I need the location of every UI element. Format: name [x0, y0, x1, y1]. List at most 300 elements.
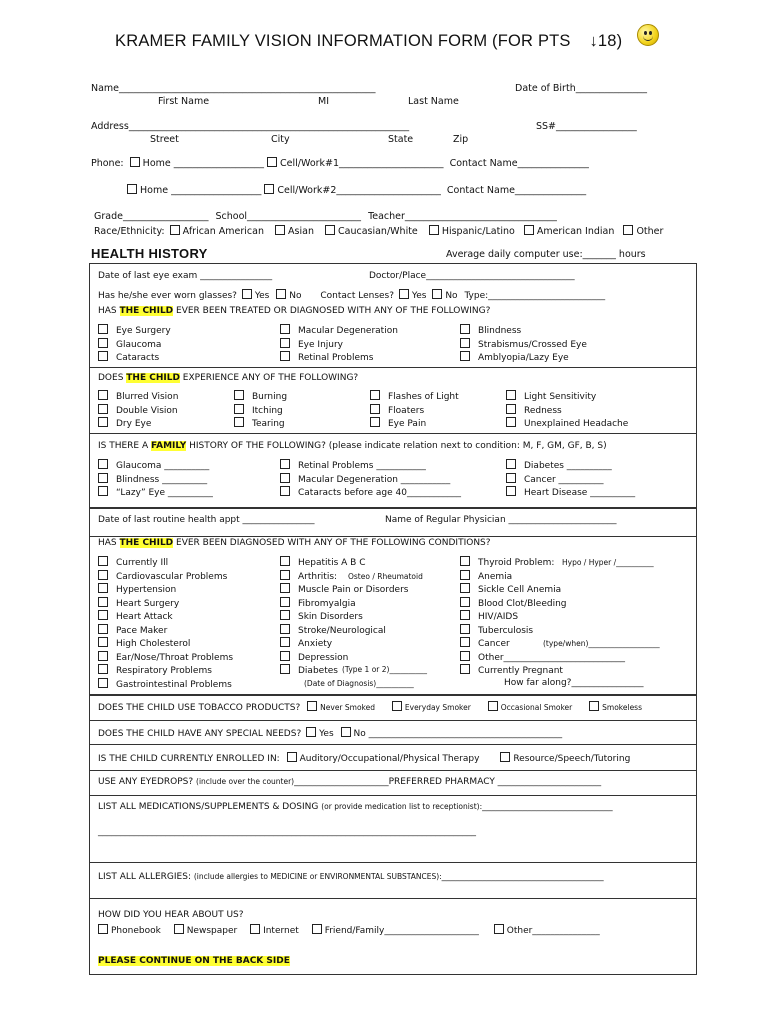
- family-history-label: Cataracts before age 40____________: [298, 488, 461, 498]
- family-history-item: [98, 459, 209, 471]
- therapy-label: Auditory/Occupational/Physical Therapy: [299, 754, 480, 764]
- condition-label: Currently Ill: [116, 558, 169, 568]
- special-needs-no-checkbox[interactable]: [341, 727, 351, 737]
- tobacco-label: DOES THE CHILD USE TOBACCO PRODUCTS?: [98, 703, 301, 713]
- condition-checkbox[interactable]: [460, 624, 470, 634]
- family-question: IS THERE A FAMILY HISTORY OF THE FOLLOWING? (please indicate relation next to condition: M, F, GM, GF, B, S): [98, 441, 607, 451]
- hear-about-label: HOW DID YOU HEAR ABOUT US?: [98, 910, 244, 920]
- diagnosis-date-field[interactable]: (Date of Diagnosis)__________: [304, 679, 414, 688]
- condition-checkbox[interactable]: [98, 597, 108, 607]
- condition-checkbox[interactable]: [98, 624, 108, 634]
- regular-physician-field[interactable]: Name of Regular Physician ________________________: [385, 515, 617, 525]
- yes-label: Yes: [254, 291, 270, 301]
- other-checkbox[interactable]: [494, 924, 504, 934]
- condition-item: [98, 597, 179, 609]
- experience-checkbox[interactable]: [98, 417, 108, 427]
- experience-checkbox[interactable]: [98, 390, 108, 400]
- friend-family-checkbox[interactable]: [312, 924, 322, 934]
- phonebook-checkbox[interactable]: [98, 924, 108, 934]
- experience-item: [506, 390, 596, 402]
- phone-row-1: [91, 157, 589, 169]
- tobacco-row: [98, 701, 642, 713]
- experience-checkbox[interactable]: [370, 417, 380, 427]
- home-checkbox-2[interactable]: [127, 184, 137, 194]
- tobacco-smokeless-checkbox[interactable]: [589, 701, 599, 711]
- condition-checkbox[interactable]: [280, 664, 290, 674]
- tobacco-option-label: Never Smoked: [320, 703, 376, 712]
- computer-use-field[interactable]: Average daily computer use:_______ hours: [446, 249, 646, 260]
- state-caption: State: [388, 134, 414, 145]
- condition-item: [98, 651, 233, 663]
- condition-item: [280, 651, 348, 663]
- continue-highlight: PLEASE CONTINUE ON THE BACK SIDE: [98, 956, 290, 966]
- title-text: KRAMER FAMILY VISION INFORMATION FORM (FOR PTS: [115, 32, 571, 50]
- family-history-checkbox[interactable]: [98, 459, 108, 469]
- race-checkbox-american-indian[interactable]: [524, 225, 534, 235]
- experience-item: [506, 417, 628, 429]
- school-field[interactable]: School________________________: [215, 211, 362, 222]
- hear-option-label: Phonebook: [111, 926, 161, 936]
- condition-checkbox[interactable]: [98, 651, 108, 661]
- condition-item: [280, 570, 337, 582]
- treated-label: Eye Injury: [298, 339, 343, 350]
- condition-checkbox[interactable]: [280, 556, 290, 566]
- condition-label: Blood Clot/Bleeding: [478, 598, 567, 609]
- tobacco-option-label: Occasional Smoker: [500, 703, 573, 712]
- treated-item: [98, 351, 159, 363]
- condition-label: Thyroid Problem:: [478, 558, 555, 568]
- treated-checkbox[interactable]: [98, 338, 108, 348]
- treated-checkbox[interactable]: [460, 351, 470, 361]
- no-label: No: [289, 291, 302, 301]
- hear-about-options: [98, 924, 600, 936]
- experience-label: Blurred Vision: [116, 392, 179, 402]
- race-checkbox-hispanic[interactable]: [429, 225, 439, 235]
- glasses-yes-checkbox[interactable]: [242, 289, 252, 299]
- treated-label: Amblyopia/Lazy Eye: [478, 353, 569, 363]
- last-name-caption: Last Name: [408, 96, 459, 107]
- condition-label: Hypertension: [116, 585, 177, 595]
- continue-note: [98, 956, 290, 966]
- family-history-item: [280, 473, 450, 485]
- condition-label: Stroke/Neurological: [298, 625, 386, 636]
- experience-label: Unexplained Headache: [524, 419, 629, 429]
- condition-item: [280, 556, 365, 568]
- no-label: No: [445, 291, 458, 301]
- treated-label: Eye Surgery: [116, 326, 171, 336]
- tobacco-everyday-checkbox[interactable]: [392, 701, 402, 711]
- condition-item: [98, 678, 232, 690]
- experience-label: Flashes of Light: [388, 392, 459, 402]
- eyedrops-field[interactable]: _____________________: [294, 777, 389, 787]
- experience-item: [370, 417, 426, 429]
- treated-item: [460, 338, 587, 350]
- medications-row: [98, 802, 613, 812]
- resource-checkbox[interactable]: [500, 752, 510, 762]
- newspaper-checkbox[interactable]: [174, 924, 184, 934]
- cell-checkbox-2[interactable]: [264, 184, 274, 194]
- friend-family-field[interactable]: Friend/Family_____________________: [324, 926, 479, 936]
- experience-label: Dry Eye: [116, 419, 152, 429]
- condition-label: Anemia: [478, 571, 513, 582]
- condition-label: Fibromyalgia: [298, 598, 356, 609]
- smiley-icon: [637, 24, 659, 46]
- experience-label: Tearing: [252, 419, 285, 429]
- condition-item: [460, 651, 625, 663]
- race-label: Race/Ethnicity:: [94, 226, 165, 237]
- experience-item: [98, 390, 178, 402]
- ss-field[interactable]: SS#_________________: [536, 121, 637, 132]
- family-history-label: “Lazy” Eye __________: [116, 488, 213, 498]
- race-option-label: Other: [636, 226, 664, 237]
- yes-label: Yes: [319, 729, 334, 739]
- experience-checkbox[interactable]: [506, 417, 516, 427]
- allergies-field[interactable]: ____________________________________: [441, 872, 604, 882]
- race-checkbox-african-american[interactable]: [170, 225, 180, 235]
- family-history-label: Macular Degeneration ___________: [298, 474, 451, 485]
- experience-item: [234, 404, 283, 416]
- condition-item: [460, 637, 510, 649]
- condition-item: [460, 610, 518, 622]
- family-history-item: [98, 486, 213, 498]
- allergies-label: LIST ALL ALLERGIES:: [98, 872, 191, 882]
- condition-checkbox[interactable]: [98, 664, 108, 674]
- race-checkbox-caucasian[interactable]: [325, 225, 335, 235]
- condition-label: Diabetes: [298, 666, 338, 676]
- treated-item: [98, 338, 161, 350]
- treated-item: [280, 338, 343, 350]
- family-history-checkbox[interactable]: [280, 459, 290, 469]
- internet-checkbox[interactable]: [250, 924, 260, 934]
- treated-label: Strabismus/Crossed Eye: [478, 339, 587, 350]
- race-row: [94, 225, 663, 237]
- name-field[interactable]: Name______________________________________________________: [91, 83, 376, 94]
- condition-checkbox[interactable]: [460, 610, 470, 620]
- treated-item: [460, 351, 569, 363]
- arthritis-note: Osteo / Rheumatoid: [348, 572, 423, 581]
- yes-label: Yes: [411, 291, 427, 301]
- condition-item: [98, 610, 173, 622]
- condition-checkbox[interactable]: [460, 583, 470, 593]
- condition-label: Ear/Nose/Throat Problems: [116, 652, 234, 663]
- tobacco-option-label: Everyday Smoker: [404, 703, 471, 712]
- street-caption: Street: [150, 134, 179, 145]
- experience-label: Itching: [252, 405, 283, 416]
- family-history-label: Blindness __________: [116, 474, 208, 485]
- condition-checkbox[interactable]: [98, 637, 108, 647]
- condition-item: [98, 556, 168, 568]
- hear-option-label: Newspaper: [186, 926, 238, 936]
- first-name-caption: First Name: [158, 96, 210, 107]
- grade-field[interactable]: Grade__________________: [94, 211, 209, 222]
- phone-row-2: [127, 184, 586, 196]
- zip-caption: Zip: [453, 134, 469, 145]
- treated-checkbox[interactable]: [280, 338, 290, 348]
- race-option-label: Caucasian/White: [338, 226, 418, 237]
- family-history-item: [280, 459, 426, 471]
- glasses-row: [98, 289, 605, 301]
- condition-item: [280, 624, 386, 636]
- health-history-heading: HEALTH HISTORY: [91, 246, 208, 261]
- thyroid-note: Hypo / Hyper /__________: [562, 558, 654, 567]
- highlight-the-child: THE CHILD: [119, 538, 174, 548]
- treated-label: Glaucoma: [116, 339, 162, 350]
- condition-label: Respiratory Problems: [116, 666, 212, 676]
- cell-phone-field-1[interactable]: Cell/Work#1______________________: [280, 158, 444, 169]
- condition-item: [460, 583, 561, 595]
- condition-item: [460, 570, 512, 582]
- experience-question: DOES THE CHILD EXPERIENCE ANY OF THE FOLLOWING?: [98, 373, 359, 383]
- race-checkbox-other[interactable]: [623, 225, 633, 235]
- experience-label: Eye Pain: [388, 419, 427, 429]
- family-history-label: Glaucoma __________: [116, 461, 210, 471]
- condition-label: Heart Surgery: [116, 598, 180, 609]
- enrolled-row: [98, 752, 630, 764]
- tobacco-option-label: Smokeless: [602, 703, 642, 712]
- condition-item: [280, 610, 363, 622]
- condition-label: Cancer: [478, 639, 510, 649]
- contacts-yes-checkbox[interactable]: [399, 289, 409, 299]
- highlight-the-child: THE CHILD: [119, 306, 174, 316]
- condition-label: Pace Maker: [116, 625, 168, 636]
- last-eye-exam-field[interactable]: Date of last eye exam ________________: [98, 271, 273, 281]
- family-history-checkbox[interactable]: [506, 486, 516, 496]
- family-history-checkbox[interactable]: [98, 473, 108, 483]
- contacts-type-field[interactable]: Type:__________________________: [464, 291, 606, 301]
- condition-item: [98, 637, 190, 649]
- family-history-checkbox[interactable]: [506, 459, 516, 469]
- condition-item: [280, 597, 356, 609]
- experience-checkbox[interactable]: [234, 404, 244, 414]
- experience-checkbox[interactable]: [506, 404, 516, 414]
- condition-checkbox[interactable]: [98, 556, 108, 566]
- family-history-item: [506, 473, 604, 485]
- condition-label: Depression: [298, 652, 349, 663]
- home-phone-field-2[interactable]: Home ___________________: [140, 185, 262, 196]
- family-history-checkbox[interactable]: [506, 473, 516, 483]
- family-history-item: [280, 486, 461, 498]
- condition-checkbox[interactable]: [460, 664, 470, 674]
- dob-field[interactable]: Date of Birth_______________: [515, 83, 647, 94]
- phone-label: Phone:: [91, 158, 124, 169]
- diabetes-note: (Type 1 or 2)__________: [342, 665, 427, 674]
- treated-item: [280, 351, 373, 363]
- family-history-label: Cancer __________: [524, 474, 604, 485]
- highlight-family: FAMILY: [151, 441, 187, 451]
- condition-checkbox[interactable]: [280, 637, 290, 647]
- treated-checkbox[interactable]: [98, 324, 108, 334]
- race-option-label: African American: [182, 226, 264, 237]
- condition-item: [460, 556, 554, 568]
- condition-label: Heart Attack: [116, 612, 173, 622]
- form-title: [115, 32, 622, 51]
- condition-checkbox[interactable]: [460, 597, 470, 607]
- family-history-checkbox[interactable]: [280, 486, 290, 496]
- treated-label: Cataracts: [116, 353, 160, 363]
- experience-item: [506, 404, 562, 416]
- mi-caption: MI: [318, 96, 329, 107]
- experience-item: [370, 390, 459, 402]
- condition-label: Cardiovascular Problems: [116, 571, 228, 582]
- family-history-item: [98, 473, 207, 485]
- experience-label: Burning: [252, 392, 288, 402]
- treated-item: [98, 324, 171, 336]
- condition-item: [98, 624, 167, 636]
- condition-checkbox[interactable]: [98, 583, 108, 593]
- condition-item: [280, 664, 338, 676]
- family-history-checkbox[interactable]: [280, 473, 290, 483]
- condition-checkbox[interactable]: [280, 624, 290, 634]
- condition-item: [460, 597, 567, 609]
- medications-line-2[interactable]: ____________________________________________________________________________________: [98, 827, 476, 837]
- experience-checkbox[interactable]: [234, 417, 244, 427]
- condition-label: Arthritis:: [298, 571, 338, 582]
- condition-item: [98, 664, 212, 676]
- treated-checkbox[interactable]: [280, 351, 290, 361]
- doctor-place-field[interactable]: Doctor/Place_________________________________: [369, 271, 575, 281]
- condition-item: [98, 570, 227, 582]
- treated-item: [460, 324, 521, 336]
- last-health-appt-field[interactable]: Date of last routine health appt ________________: [98, 515, 315, 525]
- condition-label: Skin Disorders: [298, 612, 363, 622]
- condition-checkbox[interactable]: [280, 610, 290, 620]
- condition-checkbox[interactable]: [98, 570, 108, 580]
- grade-row: [94, 211, 557, 222]
- cell-phone-field-2[interactable]: Cell/Work#2______________________: [277, 185, 441, 196]
- experience-item: [98, 404, 178, 416]
- experience-item: [98, 417, 151, 429]
- condition-label: Hepatitis A B C: [298, 558, 366, 568]
- home-phone-field-1[interactable]: Home ___________________: [142, 158, 264, 169]
- race-option-label: Hispanic/Latino: [441, 226, 515, 237]
- glasses-label: Has he/she ever worn glasses?: [98, 291, 237, 301]
- condition-checkbox[interactable]: [280, 570, 290, 580]
- pharmacy-field[interactable]: PREFERRED PHARMACY _______________________: [388, 777, 602, 787]
- condition-label: Tuberculosis: [478, 625, 534, 636]
- experience-checkbox[interactable]: [506, 390, 516, 400]
- condition-checkbox[interactable]: [460, 556, 470, 566]
- condition-item: [280, 637, 332, 649]
- condition-checkbox[interactable]: [98, 610, 108, 620]
- treated-item: [280, 324, 398, 336]
- experience-checkbox[interactable]: [370, 390, 380, 400]
- condition-label: Muscle Pain or Disorders: [298, 585, 409, 595]
- therapy-checkbox[interactable]: [287, 752, 297, 762]
- eyedrops-note: (include over the counter): [196, 777, 295, 786]
- special-needs-field[interactable]: No ___________________________________________: [353, 729, 563, 739]
- condition-checkbox[interactable]: [460, 637, 470, 647]
- contacts-label: Contact Lenses?: [320, 291, 395, 301]
- cancer-note[interactable]: (type/when)___________________: [543, 639, 660, 648]
- resource-label: Resource/Speech/Tutoring: [513, 754, 631, 764]
- glasses-no-checkbox[interactable]: [276, 289, 286, 299]
- condition-label: Sickle Cell Anemia: [478, 585, 562, 595]
- race-option-label: Asian: [288, 226, 314, 237]
- treated-label: Retinal Problems: [298, 353, 374, 363]
- special-needs-yes-checkbox[interactable]: [306, 727, 316, 737]
- special-needs-row: [98, 727, 562, 739]
- address-field[interactable]: Address___________________________________________________________: [91, 121, 410, 132]
- city-caption: City: [271, 134, 290, 145]
- family-history-item: [506, 486, 635, 498]
- hear-option-label: Internet: [263, 926, 299, 936]
- condition-item: [280, 583, 408, 595]
- condition-checkbox[interactable]: [98, 678, 108, 688]
- contacts-no-checkbox[interactable]: [432, 289, 442, 299]
- condition-label: HIV/AIDS: [478, 612, 519, 622]
- teacher-field[interactable]: Teacher________________________________: [368, 211, 557, 222]
- family-history-label: Diabetes __________: [524, 461, 612, 471]
- race-option-label: American Indian: [536, 226, 615, 237]
- condition-label: Currently Pregnant: [478, 666, 563, 676]
- race-checkbox-asian[interactable]: [275, 225, 285, 235]
- condition-checkbox[interactable]: [280, 651, 290, 661]
- experience-label: Light Sensitivity: [524, 392, 597, 402]
- experience-checkbox[interactable]: [234, 390, 244, 400]
- experience-label: Redness: [524, 405, 562, 416]
- how-far-along-field[interactable]: How far along?________________: [504, 678, 644, 688]
- treated-label: Macular Degeneration: [298, 326, 398, 336]
- condition-checkbox[interactable]: [460, 570, 470, 580]
- conditions-question: HAS THE CHILD EVER BEEN DIAGNOSED WITH ANY OF THE FOLLOWING CONDITIONS?: [98, 538, 491, 548]
- eyedrops-label: USE ANY EYEDROPS?: [98, 777, 194, 787]
- medications-label: LIST ALL MEDICATIONS/SUPPLEMENTS & DOSING: [98, 802, 319, 812]
- condition-item: [460, 624, 533, 636]
- tobacco-never-checkbox[interactable]: [307, 701, 317, 711]
- treated-checkbox[interactable]: [460, 324, 470, 334]
- treated-checkbox[interactable]: [280, 324, 290, 334]
- experience-checkbox[interactable]: [370, 404, 380, 414]
- medications-note: (or provide medication list to receptionist):: [321, 802, 483, 811]
- contact-name-field-2[interactable]: Contact Name_______________: [446, 185, 587, 196]
- experience-label: Floaters: [388, 405, 425, 416]
- condition-label: High Cholesterol: [116, 639, 191, 649]
- treated-question: HAS THE CHILD EVER BEEN TREATED OR DIAGNOSED WITH ANY OF THE FOLLOWING?: [98, 306, 491, 316]
- treated-checkbox[interactable]: [98, 351, 108, 361]
- treated-checkbox[interactable]: [460, 338, 470, 348]
- condition-item: [98, 583, 176, 595]
- tobacco-occasional-checkbox[interactable]: [488, 701, 498, 711]
- eyedrops-row: [98, 777, 601, 787]
- contact-name-field-1[interactable]: Contact Name_______________: [449, 158, 589, 169]
- allergies-row: [98, 872, 604, 882]
- condition-label: Other___________________________: [478, 652, 626, 663]
- treated-label: Blindness: [478, 326, 522, 336]
- medications-field[interactable]: _____________________________: [482, 802, 613, 812]
- hear-other-field[interactable]: Other_______________: [506, 926, 600, 936]
- special-needs-label: DOES THE CHILD HAVE ANY SPECIAL NEEDS?: [98, 729, 302, 739]
- experience-item: [370, 404, 424, 416]
- condition-checkbox[interactable]: [280, 583, 290, 593]
- experience-checkbox[interactable]: [98, 404, 108, 414]
- experience-item: [234, 417, 285, 429]
- family-history-item: [506, 459, 612, 471]
- condition-checkbox[interactable]: [460, 651, 470, 661]
- experience-item: [234, 390, 287, 402]
- experience-label: Double Vision: [116, 405, 178, 416]
- family-history-checkbox[interactable]: [98, 486, 108, 496]
- condition-checkbox[interactable]: [280, 597, 290, 607]
- condition-item: [460, 664, 563, 676]
- condition-label: Anxiety: [298, 639, 333, 649]
- highlight-the-child: THE CHILD: [126, 373, 180, 383]
- cell-checkbox-1[interactable]: [267, 157, 277, 167]
- home-checkbox-1[interactable]: [130, 157, 140, 167]
- allergies-note: (include allergies to MEDICINE or ENVIRONMENTAL SUBSTANCES):: [193, 872, 442, 881]
- enrolled-label: IS THE CHILD CURRENTLY ENROLLED IN:: [98, 754, 280, 764]
- condition-label: Gastrointestinal Problems: [116, 679, 232, 690]
- family-history-label: Heart Disease __________: [524, 488, 636, 498]
